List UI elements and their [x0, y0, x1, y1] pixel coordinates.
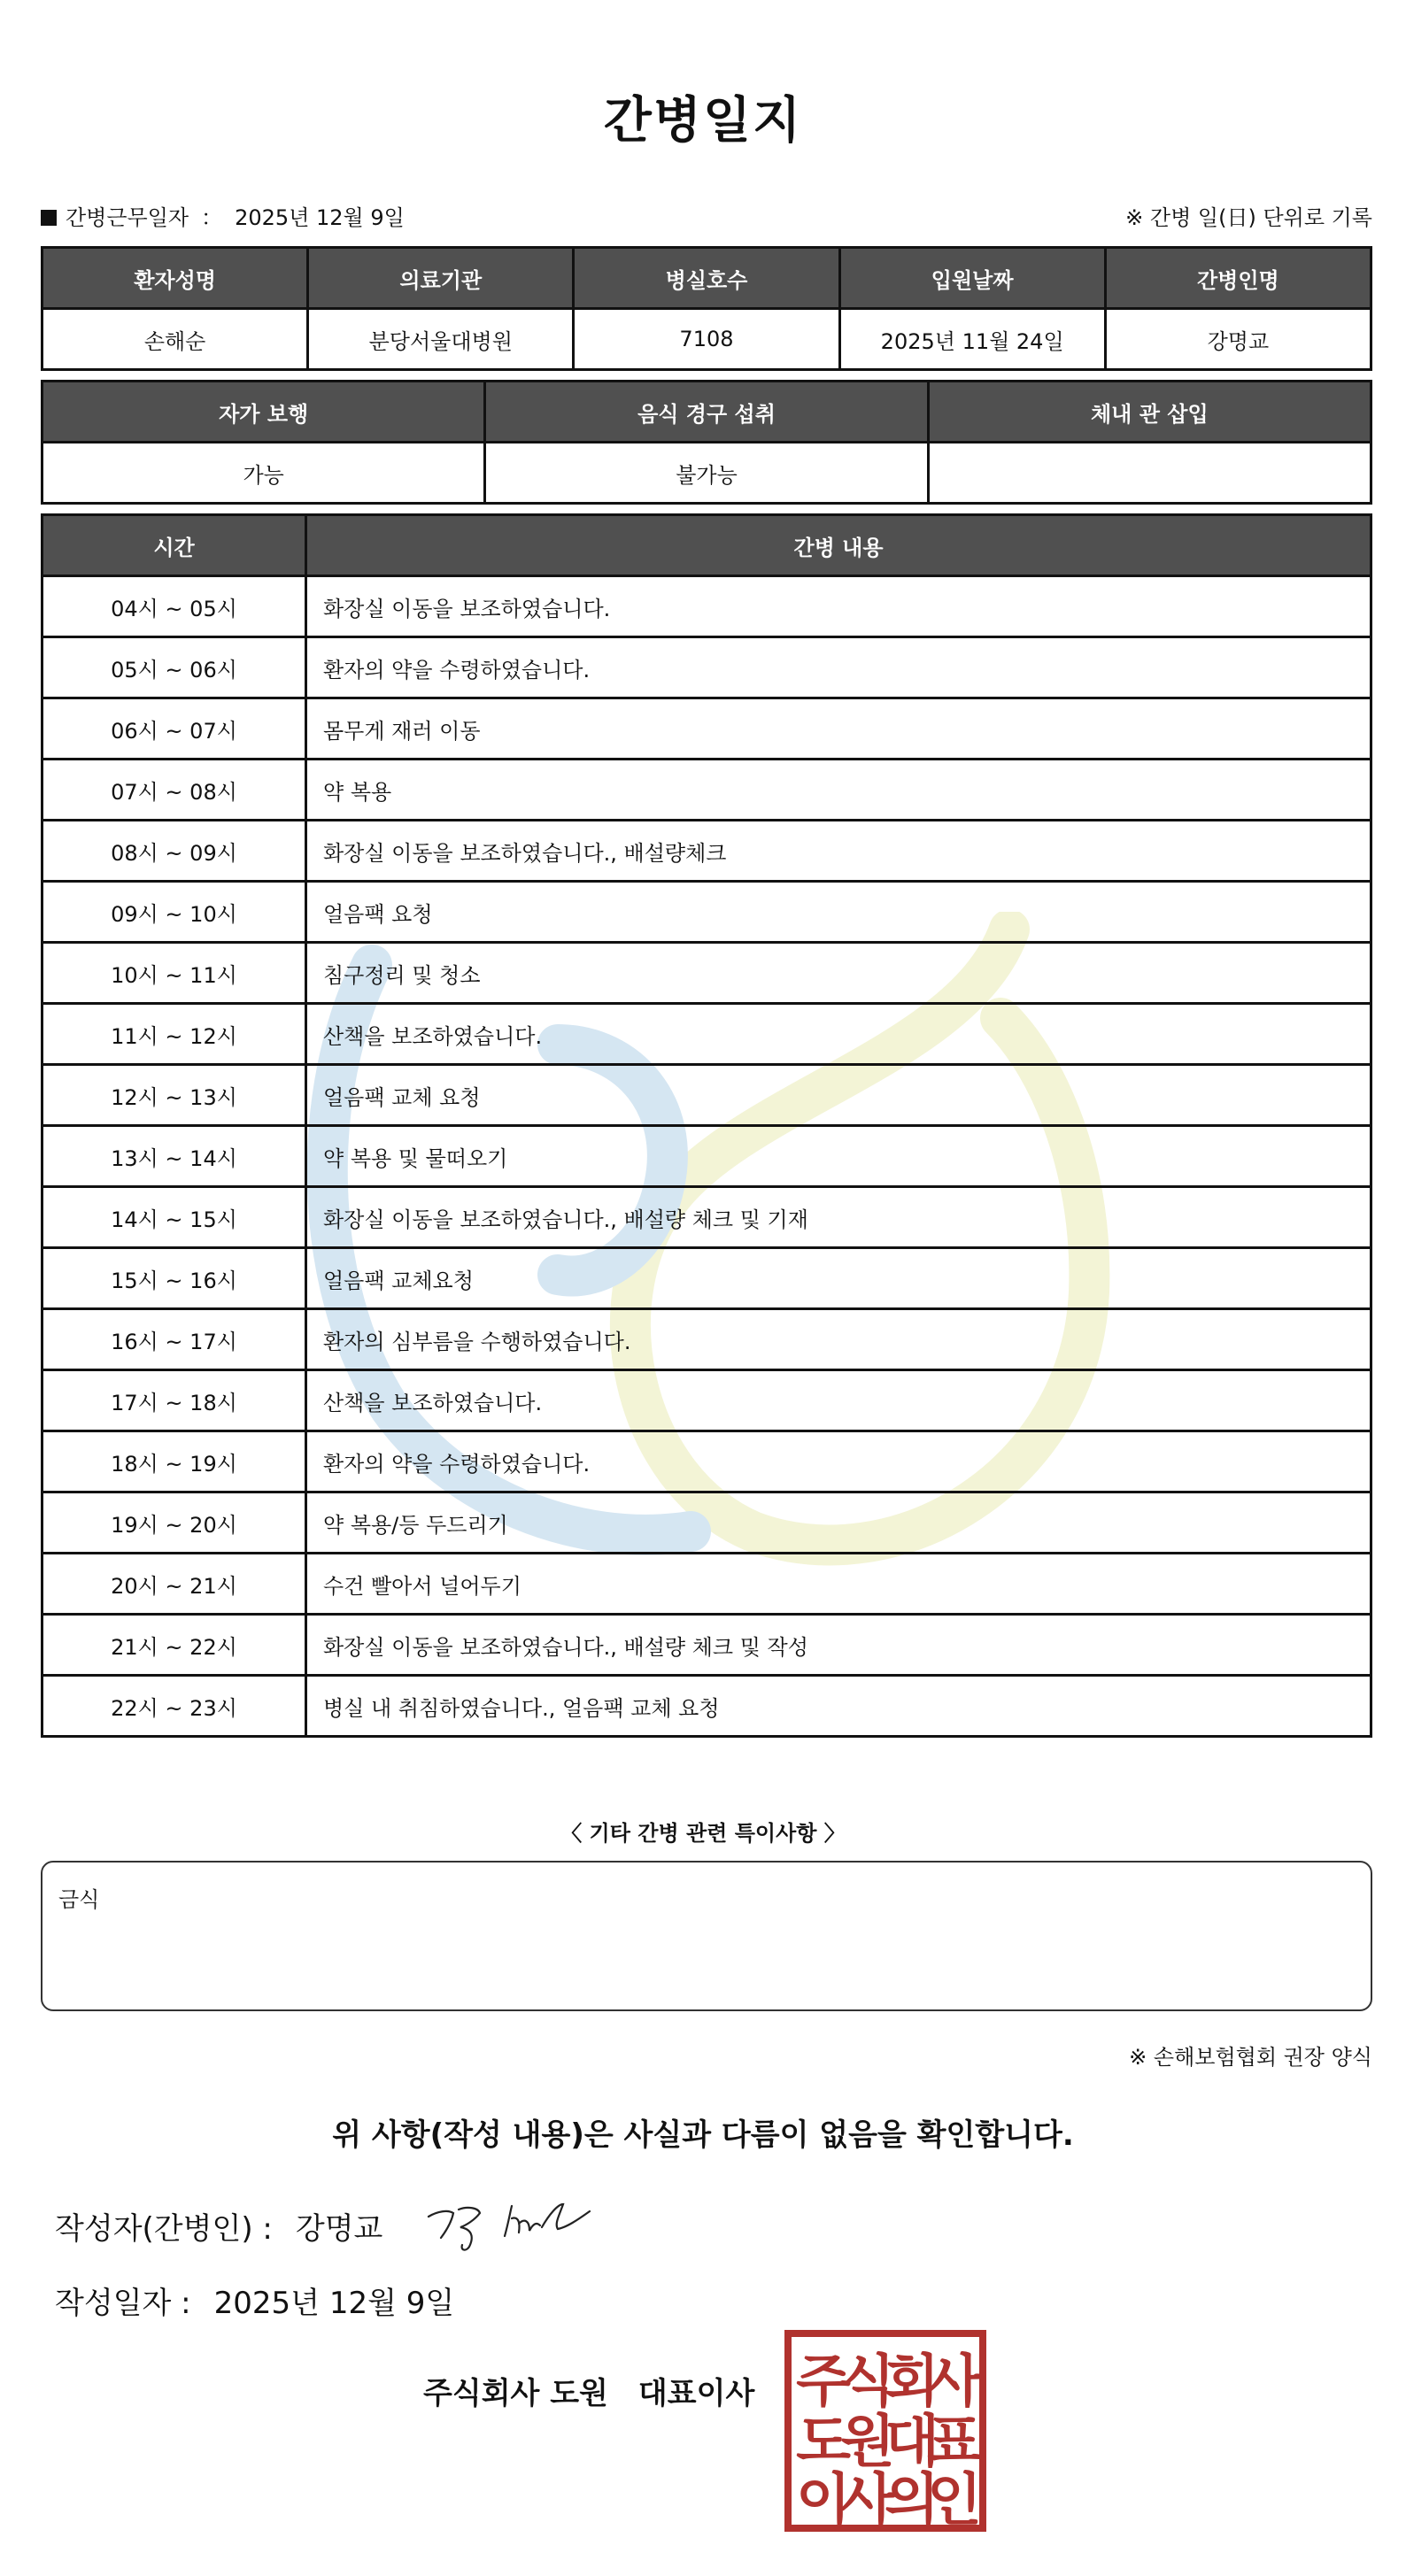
header-caregiver-name: 간병인명 [1105, 248, 1371, 309]
care-log-header-row [42, 515, 1371, 576]
content-cell: 병실 내 취침하였습니다., 얼음팩 교체 요청 [306, 1676, 1371, 1737]
table-row [42, 1004, 1371, 1065]
time-cell: 11시 ~ 12시 [42, 1004, 306, 1065]
table-row [42, 760, 1371, 821]
content-cell: 화장실 이동을 보조하였습니다., 배설량 체크 및 기재 [306, 1187, 1371, 1248]
content-cell: 환자의 심부름을 수행하였습니다. [306, 1309, 1371, 1370]
content-cell: 환자의 약을 수령하였습니다. [306, 637, 1371, 698]
page-title: 간병일지 [603, 92, 803, 150]
patient-status-header-row [42, 382, 1371, 443]
notes-text: 금식 [58, 1887, 100, 1912]
header-room-number: 병실호수 [574, 248, 839, 309]
content-cell: 몸무게 재러 이동 [306, 698, 1371, 760]
table-row [42, 1370, 1371, 1431]
content-cell: 화장실 이동을 보조하였습니다. [306, 576, 1371, 637]
writer-name: 강명교 [295, 2211, 383, 2247]
content-cell: 환자의 약을 수령하였습니다. [306, 1431, 1371, 1492]
admission-date-value: 2025년 11월 24일 [839, 309, 1105, 370]
seal-glyph: 이 [796, 2468, 851, 2532]
content-cell: 약 복용/등 두드리기 [306, 1492, 1371, 1554]
institution-value: 분당서울대병원 [308, 309, 574, 370]
table-row [42, 637, 1371, 698]
patient-info-table [41, 246, 1372, 371]
written-date-line [55, 2279, 454, 2322]
square-bullet-icon [41, 210, 57, 226]
time-cell: 13시 ~ 14시 [42, 1126, 306, 1187]
seal-glyph: 사 [927, 2349, 982, 2415]
header-self-walking: 자가 보행 [42, 382, 485, 443]
patient-info-value-row [42, 309, 1371, 370]
self-walking-value: 가능 [42, 443, 485, 504]
content-cell: 화장실 이동을 보조하였습니다., 배설량체크 [306, 821, 1371, 882]
patient-name-value: 손해순 [42, 309, 308, 370]
table-row [42, 882, 1371, 943]
table-row [42, 943, 1371, 1004]
signature-image [425, 2197, 593, 2254]
table-row [42, 821, 1371, 882]
content-cell: 얼음팩 요청 [306, 882, 1371, 943]
table-row [42, 1187, 1371, 1248]
time-cell: 05시 ~ 06시 [42, 637, 306, 698]
header-tube-insertion: 체내 관 삽입 [928, 382, 1371, 443]
header-admission-date: 입원날짜 [839, 248, 1105, 309]
table-row [42, 1676, 1371, 1737]
patient-status-table [41, 380, 1372, 505]
notes-box [41, 1861, 1372, 2011]
content-cell: 화장실 이동을 보조하였습니다., 배설량 체크 및 작성 [306, 1615, 1371, 1676]
content-cell: 얼음팩 교체 요청 [306, 1065, 1371, 1126]
company-line [423, 2369, 754, 2412]
time-cell: 16시 ~ 17시 [42, 1309, 306, 1370]
seal-glyph: 인 [927, 2468, 982, 2532]
header-patient-name: 환자성명 [42, 248, 308, 309]
company-seal-stamp [784, 2330, 986, 2532]
company-title: 대표이사 [637, 2376, 755, 2411]
writer-label: 작성자(간병인) : [55, 2211, 273, 2247]
table-row [42, 1431, 1371, 1492]
room-number-value: 7108 [574, 309, 839, 370]
header-institution: 의료기관 [308, 248, 574, 309]
header-time: 시간 [42, 515, 306, 576]
seal-glyph: 표 [927, 2410, 982, 2475]
work-date-value: 2025년 12월 9일 [235, 205, 405, 230]
work-date-separator: ： [201, 205, 223, 230]
form-origin-note: ※ 손해보험협회 권장 양식 [1129, 2045, 1372, 2070]
work-date-label: 간병근무일자 [66, 205, 189, 230]
table-row [42, 698, 1371, 760]
table-row [42, 1065, 1371, 1126]
time-cell: 17시 ~ 18시 [42, 1370, 306, 1431]
seal-glyph: 의 [885, 2468, 939, 2532]
time-cell: 19시 ~ 20시 [42, 1492, 306, 1554]
written-date-label: 작성일자 : [55, 2286, 191, 2321]
header-oral-intake: 음식 경구 섭취 [485, 382, 928, 443]
seal-glyph: 대 [885, 2410, 939, 2475]
time-cell: 07시 ~ 08시 [42, 760, 306, 821]
notes-heading: 〈 기타 간병 관련 특이사항 〉 [560, 1821, 846, 1846]
time-cell: 12시 ~ 13시 [42, 1065, 306, 1126]
seal-glyph: 식 [840, 2349, 895, 2415]
content-cell: 침구정리 및 청소 [306, 943, 1371, 1004]
content-cell: 약 복용 및 물떠오기 [306, 1126, 1371, 1187]
time-cell: 10시 ~ 11시 [42, 943, 306, 1004]
confirmation-statement: 위 사항(작성 내용)은 사실과 다름이 없음을 확인합니다. [332, 2117, 1074, 2153]
table-row [42, 576, 1371, 637]
seal-glyph: 사 [840, 2468, 895, 2532]
tube-insertion-value [928, 443, 1371, 504]
caregiver-name-value: 강명교 [1105, 309, 1371, 370]
oral-intake-value: 불가능 [485, 443, 928, 504]
seal-glyph: 회 [885, 2349, 939, 2415]
work-date-line [41, 200, 405, 231]
time-cell: 22시 ~ 23시 [42, 1676, 306, 1737]
content-cell: 약 복용 [306, 760, 1371, 821]
table-row [42, 1126, 1371, 1187]
header-care-content: 간병 내용 [306, 515, 1371, 576]
time-cell: 08시 ~ 09시 [42, 821, 306, 882]
unit-note: ※ 간병 일(日) 단위로 기록 [1125, 205, 1372, 230]
content-cell: 얼음팩 교체요청 [306, 1248, 1371, 1309]
table-row [42, 1554, 1371, 1615]
time-cell: 15시 ~ 16시 [42, 1248, 306, 1309]
content-cell: 산책을 보조하였습니다. [306, 1004, 1371, 1065]
table-row [42, 1615, 1371, 1676]
content-cell: 산책을 보조하였습니다. [306, 1370, 1371, 1431]
time-cell: 18시 ~ 19시 [42, 1431, 306, 1492]
patient-info-header-row [42, 248, 1371, 309]
time-cell: 21시 ~ 22시 [42, 1615, 306, 1676]
table-row [42, 1248, 1371, 1309]
time-cell: 14시 ~ 15시 [42, 1187, 306, 1248]
time-cell: 20시 ~ 21시 [42, 1554, 306, 1615]
time-cell: 06시 ~ 07시 [42, 698, 306, 760]
care-log-table [41, 513, 1372, 1738]
seal-glyph: 원 [840, 2410, 895, 2475]
written-date-value: 2025년 12월 9일 [213, 2286, 455, 2321]
seal-glyph: 도 [796, 2410, 851, 2475]
company-name: 주식회사 도원 [423, 2376, 608, 2411]
time-cell: 04시 ~ 05시 [42, 576, 306, 637]
patient-status-value-row [42, 443, 1371, 504]
seal-glyph: 주 [796, 2349, 851, 2415]
content-cell: 수건 빨아서 널어두기 [306, 1554, 1371, 1615]
writer-line [55, 2204, 382, 2248]
table-row [42, 1309, 1371, 1370]
time-cell: 09시 ~ 10시 [42, 882, 306, 943]
table-row [42, 1492, 1371, 1554]
